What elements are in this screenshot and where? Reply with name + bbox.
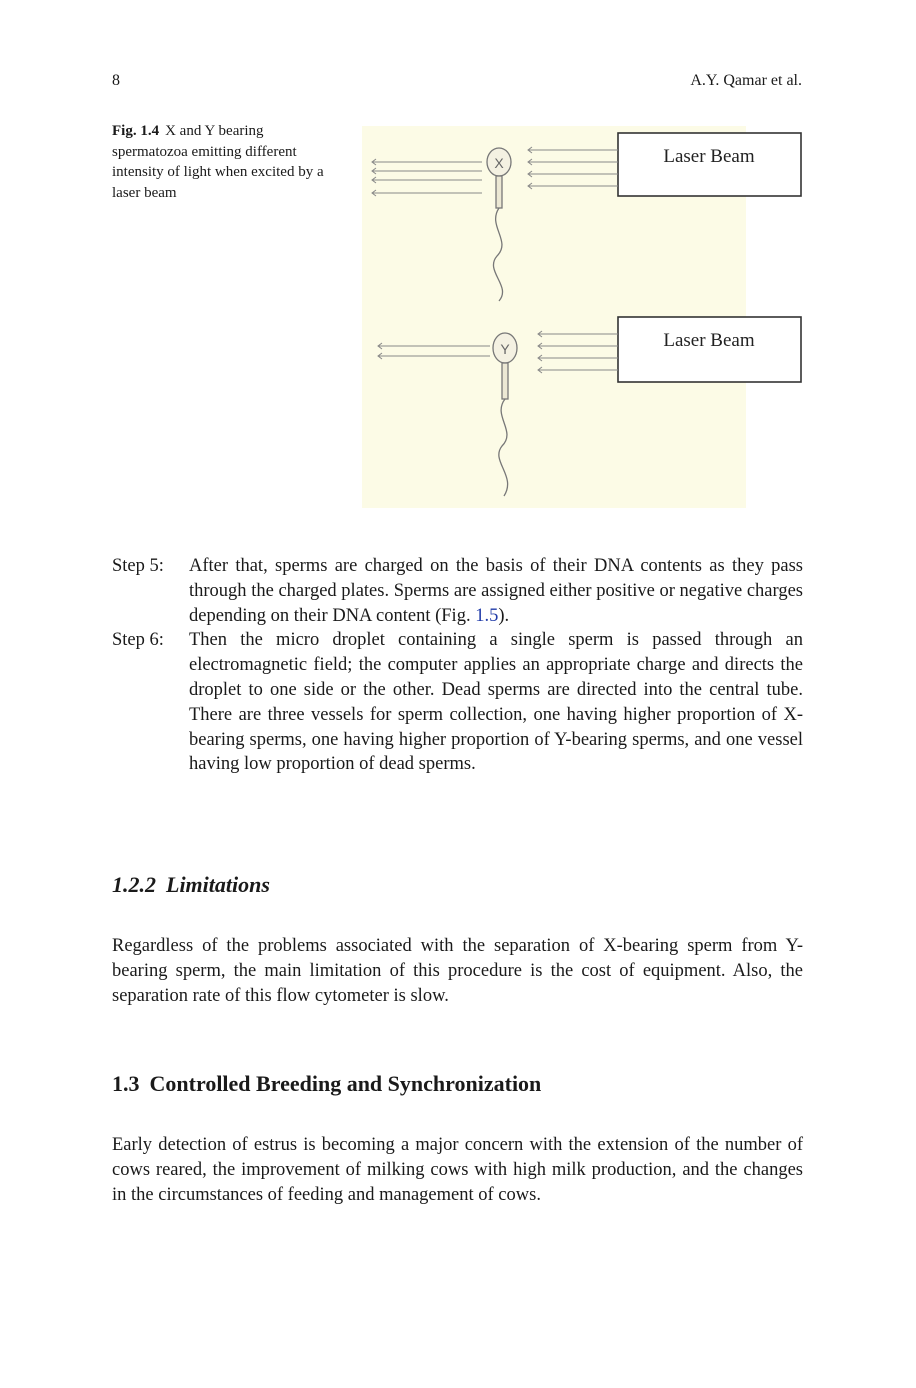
step-5-text-body: After that, sperms are charged on the basis of their DNA contents as they pass through the charged plates. Sperms are assigned either positive or negative charges depending on their DNA content (Fig.: [189, 556, 803, 626]
step-6-label: Step 6:: [112, 630, 164, 651]
step-5: [112, 554, 803, 628]
figure-label: Fig. 1.4: [112, 123, 160, 139]
running-head: A.Y. Qamar et al.: [690, 72, 802, 89]
sperm-x-letter: X: [494, 155, 504, 171]
page-number: 8: [112, 72, 120, 89]
step-5-text-end: ).: [498, 605, 510, 626]
step-6: [112, 628, 803, 777]
step-5-label: Step 5:: [112, 556, 164, 576]
section-title: Limitations: [166, 872, 270, 897]
figure-1-5-link[interactable]: 1.5: [475, 605, 499, 626]
sperm-y-letter: Y: [500, 341, 510, 357]
laser-box-bottom: [618, 317, 801, 382]
section-number: 1.3: [112, 1071, 140, 1096]
figure-caption-text: X and Y bearing spermatozoa emitting different intensity of light when excited by a laser beam: [112, 123, 324, 201]
section-title: Controlled Breeding and Synchronization: [149, 1071, 542, 1096]
step-list: [112, 554, 803, 777]
limitations-paragraph: Regardless of the problems associated with the separation of X-bearing sperm from Y- bearing sperm, the main limitation of this procedure is the cost of equipment. Also, the separation rate of this flow cytometer is slow.: [112, 936, 803, 1006]
section-number: 1.2.2: [112, 872, 156, 897]
controlled-breeding-paragraph: Early detection of estrus is becoming a major concern with the extension of the number of cows reared, the improvement of milking cows with high milk production, and the changes in the circumstances of feeding and management of cows.: [112, 1135, 803, 1205]
section-heading-limitations: [112, 872, 270, 898]
laser-box-top: [618, 133, 801, 196]
laser-box-bottom-label: Laser Beam: [663, 330, 755, 351]
figure-caption: [112, 121, 332, 203]
step-5-text: [189, 554, 803, 628]
figure-illustration: [362, 126, 804, 508]
laser-box-top-label: Laser Beam: [663, 146, 755, 167]
section-heading-controlled-breeding: [112, 1071, 541, 1097]
step-6-text: Then the micro droplet containing a single sperm is passed through an electromagnetic field; the computer applies an appropriate charge and directs the droplet to one side or the other. Dead sperms are directed into the central tube. There are three vessels for sperm collection, one having higher proportion of X-bearing sperms, one having higher proportion of Y-bearing sperms, and one vessel having low proportion of dead sperms.: [189, 630, 803, 775]
